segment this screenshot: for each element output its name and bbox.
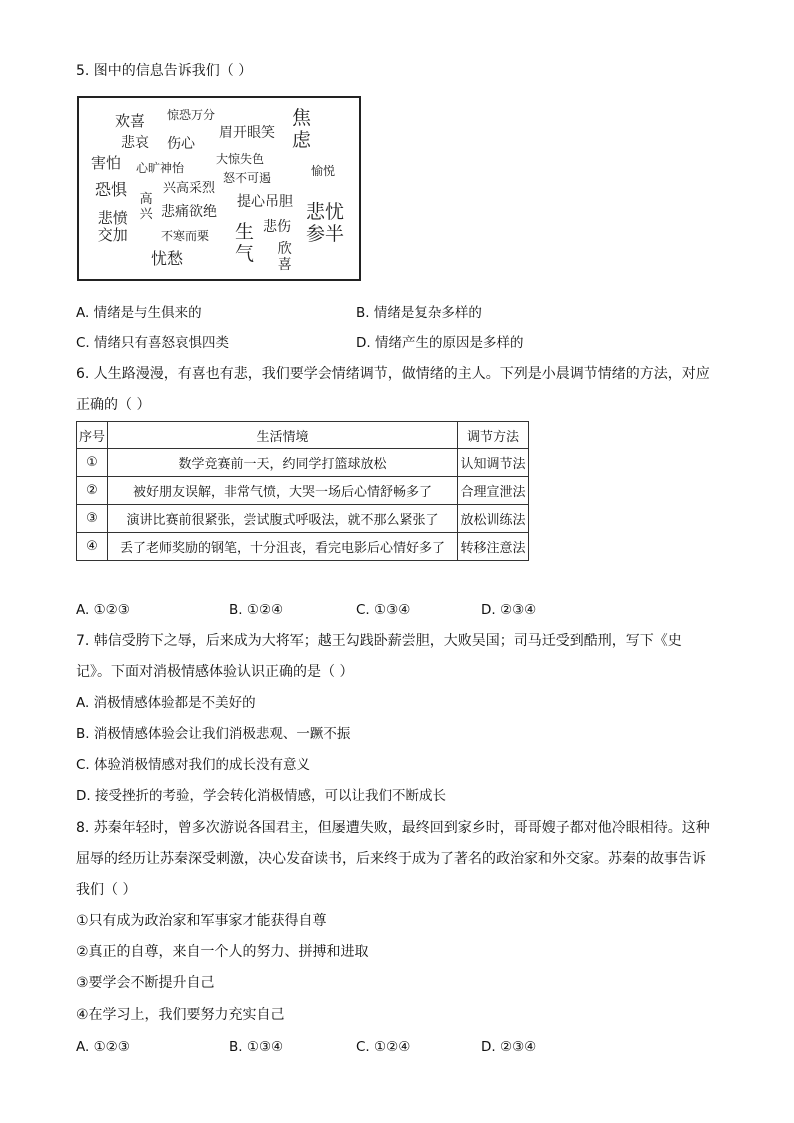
table-row <box>77 533 529 561</box>
q7-stem-line2: 记》。下面对消极情感体验认识正确的是（ ） <box>76 664 354 680</box>
table-cell: 丢了老师奖励的钢笔，十分沮丧，看完电影后心情好多了 <box>108 533 458 561</box>
table-header-row <box>77 422 529 449</box>
emotion-word-cloud <box>77 96 361 281</box>
table-cell: ② <box>77 477 108 505</box>
table-cell: 放松训练法 <box>458 505 529 533</box>
table-row <box>77 477 529 505</box>
table-cell: ① <box>77 449 108 477</box>
q7-option-a[interactable]: A. 消极情感体验都是不美好的 <box>76 695 256 711</box>
cloud-word: 不寒而栗 <box>161 229 210 243</box>
cloud-word: 欢喜 <box>115 112 146 130</box>
q6-option-c[interactable]: C. ①③④ <box>356 602 411 618</box>
table-cell: 数学竞赛前一天，约同学打篮球放松 <box>108 449 458 477</box>
cloud-word: 悲哀 <box>121 135 149 151</box>
q5-option-b[interactable]: B. 情绪是复杂多样的 <box>356 305 482 321</box>
cloud-word: 悲愤交加 <box>97 209 128 245</box>
q8-option-c[interactable]: C. ①②④ <box>356 1039 411 1055</box>
q5-option-a[interactable]: A. 情绪是与生俱来的 <box>76 305 202 321</box>
table-cell: ③ <box>77 505 108 533</box>
cloud-word: 生气 <box>234 221 254 265</box>
cloud-word: 高兴 <box>139 192 153 222</box>
cloud-word: 提心吊胆 <box>237 194 293 210</box>
q6-option-a[interactable]: A. ①②③ <box>76 602 130 618</box>
cloud-word: 害怕 <box>91 154 122 172</box>
q6-stem-line1: 6. 人生路漫漫，有喜也有悲，我们要学会情绪调节，做情绪的主人。下列是小晨调节情绪的方法，对应 <box>76 366 710 382</box>
q5-stem: 5. 图中的信息告诉我们（ ） <box>76 63 253 79</box>
cloud-word: 欣喜 <box>277 241 292 274</box>
q8-item-2: ②真正的自尊，来自一个人的努力、拼搏和进取 <box>76 944 369 960</box>
cloud-word: 眉开眼笑 <box>219 125 275 141</box>
table-header-cell: 调节方法 <box>458 422 529 449</box>
table-row <box>77 449 529 477</box>
table-header-cell: 序号 <box>77 422 108 449</box>
cloud-word: 怒不可遏 <box>223 171 272 185</box>
q8-item-3: ③要学会不断提升自己 <box>76 975 215 991</box>
q6-option-d[interactable]: D. ②③④ <box>481 602 537 618</box>
q8-option-b[interactable]: B. ①③④ <box>229 1039 284 1055</box>
table-cell: 被好朋友误解，非常气愤，大哭一场后心情舒畅多了 <box>108 477 458 505</box>
q5-option-d[interactable]: D. 情绪产生的原因是多样的 <box>356 335 524 351</box>
q5-option-c[interactable]: C. 情绪只有喜怒哀惧四类 <box>76 335 230 351</box>
cloud-word: 悲伤 <box>263 219 291 235</box>
cloud-word: 悲痛欲绝 <box>161 204 217 220</box>
q7-option-c[interactable]: C. 体验消极情感对我们的成长没有意义 <box>76 757 311 773</box>
q7-option-b[interactable]: B. 消极情感体验会让我们消极悲观、一蹶不振 <box>76 726 351 742</box>
cloud-word: 焦虑 <box>291 107 311 151</box>
cloud-word: 愉悦 <box>311 164 336 178</box>
cloud-word: 心旷神怡 <box>136 161 185 175</box>
table-cell: 认知调节法 <box>458 449 529 477</box>
q8-item-4: ④在学习上，我们要努力充实自己 <box>76 1007 285 1023</box>
q6-stem-line2: 正确的（ ） <box>76 397 151 413</box>
q7-stem-line1: 7. 韩信受胯下之辱，后来成为大将军；越王勾践卧薪尝胆，大败吴国；司马迁受到酷刑，写下《史 <box>76 633 682 649</box>
table-row <box>77 505 529 533</box>
table-cell: 合理宣泄法 <box>458 477 529 505</box>
table-cell: 演讲比赛前很紧张，尝试腹式呼吸法，就不那么紧张了 <box>108 505 458 533</box>
cloud-word: 悲忧参半 <box>305 201 344 245</box>
q8-item-1: ①只有成为政治家和军事家才能获得自尊 <box>76 913 327 929</box>
q8-stem-line1: 8. 苏秦年轻时，曾多次游说各国君主，但屡遭失败，最终回到家乡时，哥哥嫂子都对他冷眼相待。这种 <box>76 820 710 836</box>
cloud-word: 兴高采烈 <box>163 181 216 196</box>
table-header-cell: 生活情境 <box>108 422 458 449</box>
q8-stem-line2: 屈辱的经历让苏秦深受刺激，决心发奋读书，后来终于成为了著名的政治家和外交家。苏秦的故事告诉 <box>76 851 706 867</box>
q6-table <box>76 421 529 561</box>
q6-option-b[interactable]: B. ①②④ <box>229 602 284 618</box>
cloud-word: 忧愁 <box>151 249 184 268</box>
q8-option-a[interactable]: A. ①②③ <box>76 1039 130 1055</box>
cloud-word: 恐惧 <box>95 180 128 199</box>
table-cell: 转移注意法 <box>458 533 529 561</box>
q8-stem-line3: 我们（ ） <box>76 882 137 898</box>
cloud-word: 惊恐万分 <box>167 108 216 122</box>
cloud-word: 伤心 <box>167 136 195 152</box>
q8-option-d[interactable]: D. ②③④ <box>481 1039 537 1055</box>
q7-option-d[interactable]: D. 接受挫折的考验，学会转化消极情感，可以让我们不断成长 <box>76 788 446 804</box>
cloud-word: 大惊失色 <box>216 152 265 166</box>
table-cell: ④ <box>77 533 108 561</box>
